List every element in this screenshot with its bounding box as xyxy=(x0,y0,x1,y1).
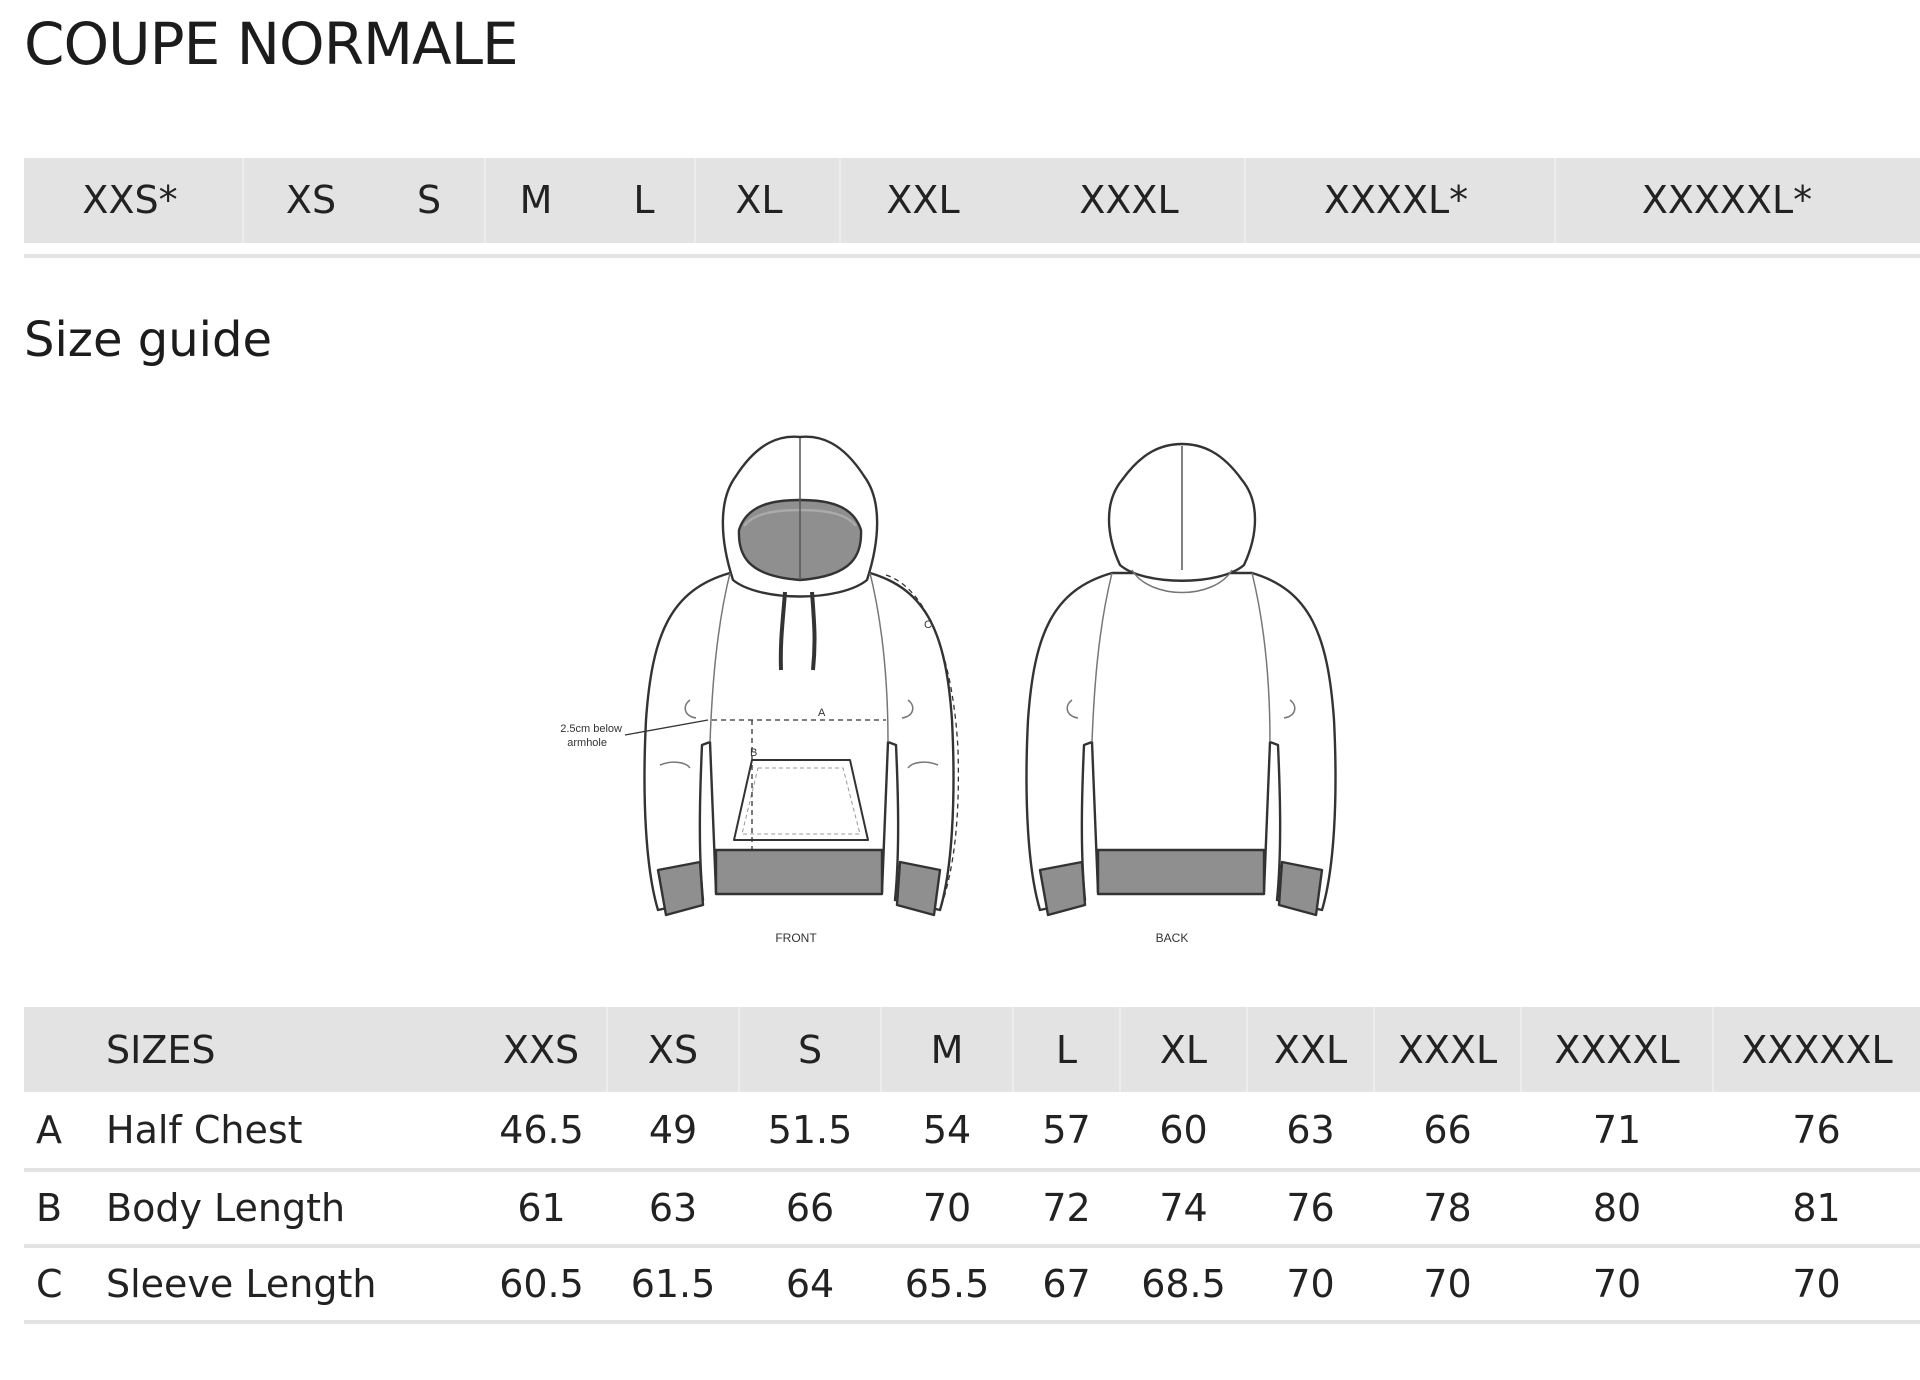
measurement-cell: 51.5 xyxy=(739,1092,881,1170)
size-option[interactable]: XXS* xyxy=(82,178,178,222)
measurement-cell: 63 xyxy=(1247,1092,1374,1170)
measurement-cell: 71 xyxy=(1521,1092,1713,1170)
measurement-cell: 64 xyxy=(739,1246,881,1322)
divider xyxy=(24,254,1920,258)
back-view-label: BACK xyxy=(1155,931,1189,945)
measurement-cell: 57 xyxy=(1013,1092,1120,1170)
table-header-size: S xyxy=(739,1007,881,1092)
table-header-row xyxy=(24,1007,1920,1092)
size-option[interactable]: XXXL xyxy=(1079,178,1179,222)
measurement-cell: 65.5 xyxy=(881,1246,1013,1322)
hoodie-measurement-diagram xyxy=(540,430,1360,960)
table-header-size: L xyxy=(1013,1007,1120,1092)
measurement-cell: 72 xyxy=(1013,1170,1120,1246)
size-option[interactable]: XXXXL* xyxy=(1323,178,1469,222)
size-option[interactable]: XS xyxy=(285,178,337,222)
measurement-cell: 61 xyxy=(476,1170,607,1246)
measurement-cell: 70 xyxy=(1247,1246,1374,1322)
measurement-cell: 76 xyxy=(1713,1092,1920,1170)
table-header-size: XXXXXL xyxy=(1713,1007,1920,1092)
measurement-cell: 60.5 xyxy=(476,1246,607,1322)
section-heading: Size guide xyxy=(24,312,273,368)
table-header-size: XXXL xyxy=(1374,1007,1521,1092)
hoodie-back-illustration xyxy=(1027,444,1336,915)
table-row xyxy=(24,1092,1920,1170)
measurement-note-line1: 2.5cm below xyxy=(560,723,622,735)
table-row xyxy=(24,1170,1920,1246)
measurement-cell: 74 xyxy=(1120,1170,1247,1246)
measurement-cell: 70 xyxy=(1713,1246,1920,1322)
measurement-marker-a: A xyxy=(818,707,826,719)
table-header-sizes: SIZES xyxy=(106,1007,476,1092)
row-label: Half Chest xyxy=(106,1092,476,1170)
row-letter: B xyxy=(24,1170,106,1246)
hoodie-front-illustration xyxy=(625,437,958,915)
table-row xyxy=(24,1246,1920,1322)
measurement-cell: 66 xyxy=(739,1170,881,1246)
measurement-cell: 66 xyxy=(1374,1092,1521,1170)
table-header-size: XS xyxy=(607,1007,739,1092)
measurement-cell: 78 xyxy=(1374,1170,1521,1246)
row-label: Sleeve Length xyxy=(106,1246,476,1322)
size-option[interactable]: XXL xyxy=(886,178,960,222)
row-letter: C xyxy=(24,1246,106,1322)
front-view-label: FRONT xyxy=(775,931,817,945)
measurement-cell: 68.5 xyxy=(1120,1246,1247,1322)
measurement-cell: 63 xyxy=(607,1170,739,1246)
measurement-cell: 70 xyxy=(881,1170,1013,1246)
size-option[interactable]: M xyxy=(519,178,553,222)
measurement-cell: 67 xyxy=(1013,1246,1120,1322)
measurement-cell: 70 xyxy=(1521,1246,1713,1322)
page-title: COUPE NORMALE xyxy=(24,10,518,78)
measurement-marker-b: B xyxy=(750,747,758,759)
measurement-cell: 49 xyxy=(607,1092,739,1170)
size-separator xyxy=(242,158,244,243)
size-option[interactable]: XXXXXL* xyxy=(1641,178,1813,222)
size-separator xyxy=(839,158,841,243)
measurement-cell: 81 xyxy=(1713,1170,1920,1246)
size-separator xyxy=(1244,158,1246,243)
size-option[interactable]: XL xyxy=(735,178,783,222)
size-separator xyxy=(694,158,696,243)
table-header-size: XXS xyxy=(476,1007,607,1092)
size-guide-table xyxy=(24,1007,1920,1324)
measurement-note-line2: armhole xyxy=(567,737,607,749)
size-option[interactable]: L xyxy=(633,178,655,222)
measurement-marker-c: C xyxy=(924,619,932,631)
size-option[interactable]: S xyxy=(416,178,442,222)
table-header-size: XL xyxy=(1120,1007,1247,1092)
table-header-size: XXXXL xyxy=(1521,1007,1713,1092)
measurement-cell: 54 xyxy=(881,1092,1013,1170)
measurement-cell: 60 xyxy=(1120,1092,1247,1170)
row-label: Body Length xyxy=(106,1170,476,1246)
table-header-size: XXL xyxy=(1247,1007,1374,1092)
size-selector-bar xyxy=(24,158,1920,247)
size-separator xyxy=(1554,158,1556,243)
measurement-cell: 80 xyxy=(1521,1170,1713,1246)
measurement-cell: 70 xyxy=(1374,1246,1521,1322)
measurement-cell: 46.5 xyxy=(476,1092,607,1170)
size-separator xyxy=(484,158,486,243)
table-header-blank xyxy=(24,1007,106,1092)
measurement-cell: 76 xyxy=(1247,1170,1374,1246)
row-letter: A xyxy=(24,1092,106,1170)
table-header-size: M xyxy=(881,1007,1013,1092)
measurement-cell: 61.5 xyxy=(607,1246,739,1322)
